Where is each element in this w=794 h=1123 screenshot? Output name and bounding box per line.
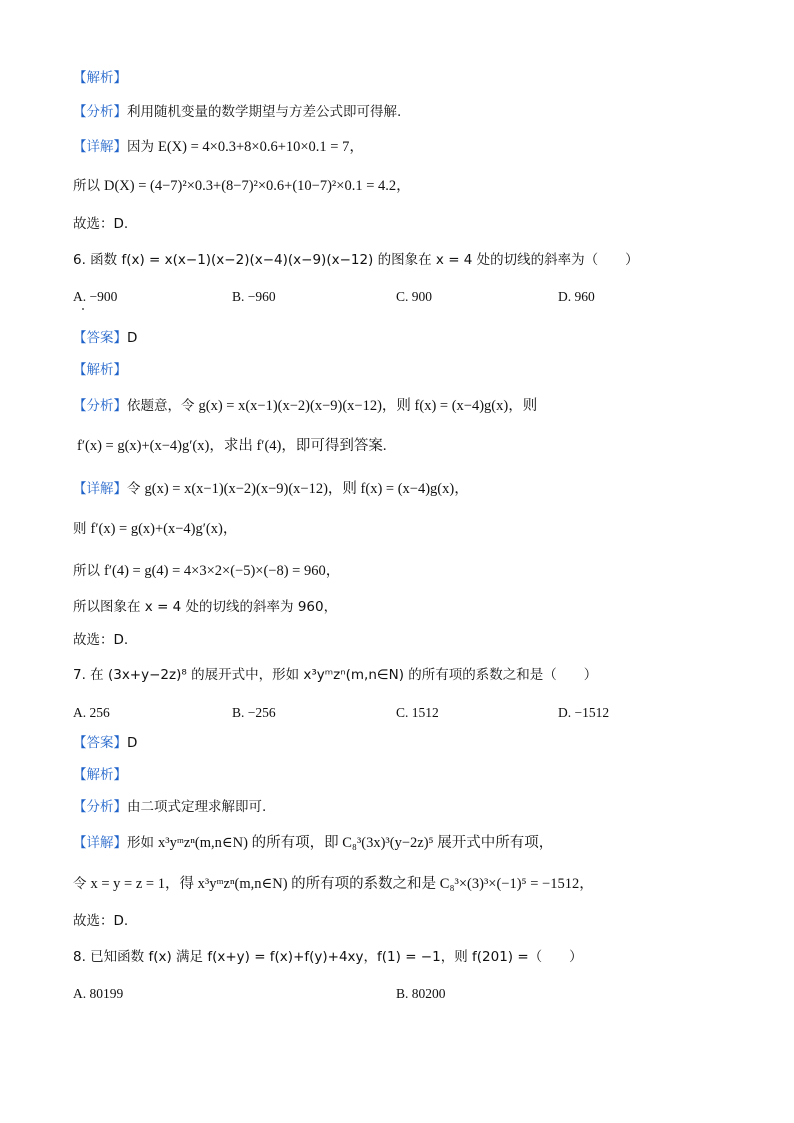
section-tag: 【答案】 bbox=[73, 735, 127, 751]
math-expression: f′(4) = g(4) = 4×3×2×(−5)×(−8) = 960， bbox=[104, 563, 341, 579]
math-expression: g(x) = x(x−1)(x−2)(x−9)(x−12)，则 f(x) = (x−4)g(x)，则 bbox=[198, 398, 538, 414]
stray-dot bbox=[82, 308, 84, 310]
line-text: D bbox=[127, 330, 138, 346]
section-tag: 【详解】 bbox=[73, 139, 127, 155]
text-line bbox=[73, 102, 401, 122]
text-line bbox=[73, 360, 127, 380]
math-expression: g(x) = x(x−1)(x−2)(x−9)(x−12)，则 f(x) = (x−4)g(x)， bbox=[144, 481, 469, 497]
answer-option: D. −1512 bbox=[558, 705, 610, 720]
section-tag: 【解析】 bbox=[73, 767, 127, 783]
text-line bbox=[73, 833, 553, 853]
math-expression: x = y = z = 1，得 x³yᵐzⁿ(m,n∈N) 的所有项的系数之和是 C₈³×(3)³×(−1)⁵ = −1512， bbox=[90, 876, 594, 892]
question-stem: 7. 在 (3x+y−2z)⁸ 的展开式中，形如 x³yᵐzⁿ(m,n∈N) 的所有项的系数之和是（ ） bbox=[73, 667, 598, 683]
answer-option: B. 80200 bbox=[396, 986, 446, 1001]
section-tag: 【解析】 bbox=[73, 362, 127, 378]
question-stem: 6. 函数 f(x) = x(x−1)(x−2)(x−4)(x−9)(x−12) 的图象在 x = 4 处的切线的斜率为（ ） bbox=[73, 252, 639, 268]
line-text: 故选：D. bbox=[73, 913, 129, 929]
text-line bbox=[73, 874, 594, 894]
text-line bbox=[73, 396, 537, 416]
text-line bbox=[73, 733, 137, 753]
line-prefix: 所以 bbox=[73, 178, 100, 194]
text-line bbox=[73, 519, 237, 539]
text-line bbox=[73, 214, 128, 234]
text-line bbox=[73, 479, 469, 499]
line-text: D bbox=[127, 735, 138, 751]
line-prefix: 令 bbox=[73, 876, 87, 892]
text-line bbox=[73, 665, 597, 685]
section-tag: 【分析】 bbox=[73, 104, 127, 120]
answer-option: C. 1512 bbox=[396, 705, 439, 720]
line-text: 故选：D. bbox=[73, 632, 129, 648]
text-line bbox=[73, 137, 364, 157]
text-line bbox=[73, 947, 583, 967]
text-line bbox=[73, 176, 411, 196]
text-line bbox=[73, 911, 128, 931]
section-tag: 【解析】 bbox=[73, 70, 127, 86]
math-expression: E(X) = 4×0.3+8×0.6+10×0.1 = 7， bbox=[158, 139, 364, 155]
text-line bbox=[73, 250, 639, 270]
answer-option: B. −960 bbox=[232, 289, 276, 304]
math-expression: x³yᵐzⁿ(m,n∈N) 的所有项，即 C₈³(3x)³(y−2z)⁵ 展开式中所有项， bbox=[158, 835, 554, 851]
text-line bbox=[73, 597, 337, 617]
line-text: 利用随机变量的数学期望与方差公式即可得解. bbox=[127, 104, 402, 120]
answer-option: A. 80199 bbox=[73, 986, 124, 1001]
math-expression: f′(x) = g(x)+(x−4)g′(x)，求出 f′(4)，即可得到答案. bbox=[77, 438, 387, 454]
answer-option: A. −900 bbox=[73, 289, 118, 304]
section-tag: 【详解】 bbox=[73, 481, 127, 497]
math-expression: D(X) = (4−7)²×0.3+(8−7)²×0.6+(10−7)²×0.1 = 4.2， bbox=[104, 178, 411, 194]
line-prefix: 令 bbox=[127, 481, 141, 497]
text-line bbox=[73, 765, 127, 785]
line-prefix: 依题意，令 bbox=[127, 398, 195, 414]
line-text: 故选：D. bbox=[73, 216, 129, 232]
section-tag: 【详解】 bbox=[73, 835, 127, 851]
text-line bbox=[73, 561, 340, 581]
text-line bbox=[73, 797, 266, 817]
answer-option: D. 960 bbox=[558, 289, 595, 304]
section-tag: 【分析】 bbox=[73, 799, 127, 815]
answer-option: B. −256 bbox=[232, 705, 276, 720]
line-text: 由二项式定理求解即可. bbox=[127, 799, 267, 815]
line-prefix: 所以 bbox=[73, 563, 100, 579]
text-line bbox=[73, 68, 127, 88]
question-stem: 8. 已知函数 f(x) 满足 f(x+y) = f(x)+f(y)+4xy，f(1) = −1，则 f(201) =（ ） bbox=[73, 949, 583, 965]
text-line bbox=[73, 630, 128, 650]
line-text: 所以图象在 x = 4 处的切线的斜率为 960， bbox=[73, 599, 338, 615]
answer-option: A. 256 bbox=[73, 705, 110, 720]
section-tag: 【答案】 bbox=[73, 330, 127, 346]
section-tag: 【分析】 bbox=[73, 398, 127, 414]
answer-option: C. 900 bbox=[396, 289, 433, 304]
text-line bbox=[73, 436, 387, 456]
text-line bbox=[73, 328, 137, 348]
line-prefix: 形如 bbox=[127, 835, 154, 851]
math-expression: f′(x) = g(x)+(x−4)g′(x)， bbox=[90, 521, 238, 537]
line-prefix: 因为 bbox=[127, 139, 154, 155]
line-prefix: 则 bbox=[73, 521, 87, 537]
